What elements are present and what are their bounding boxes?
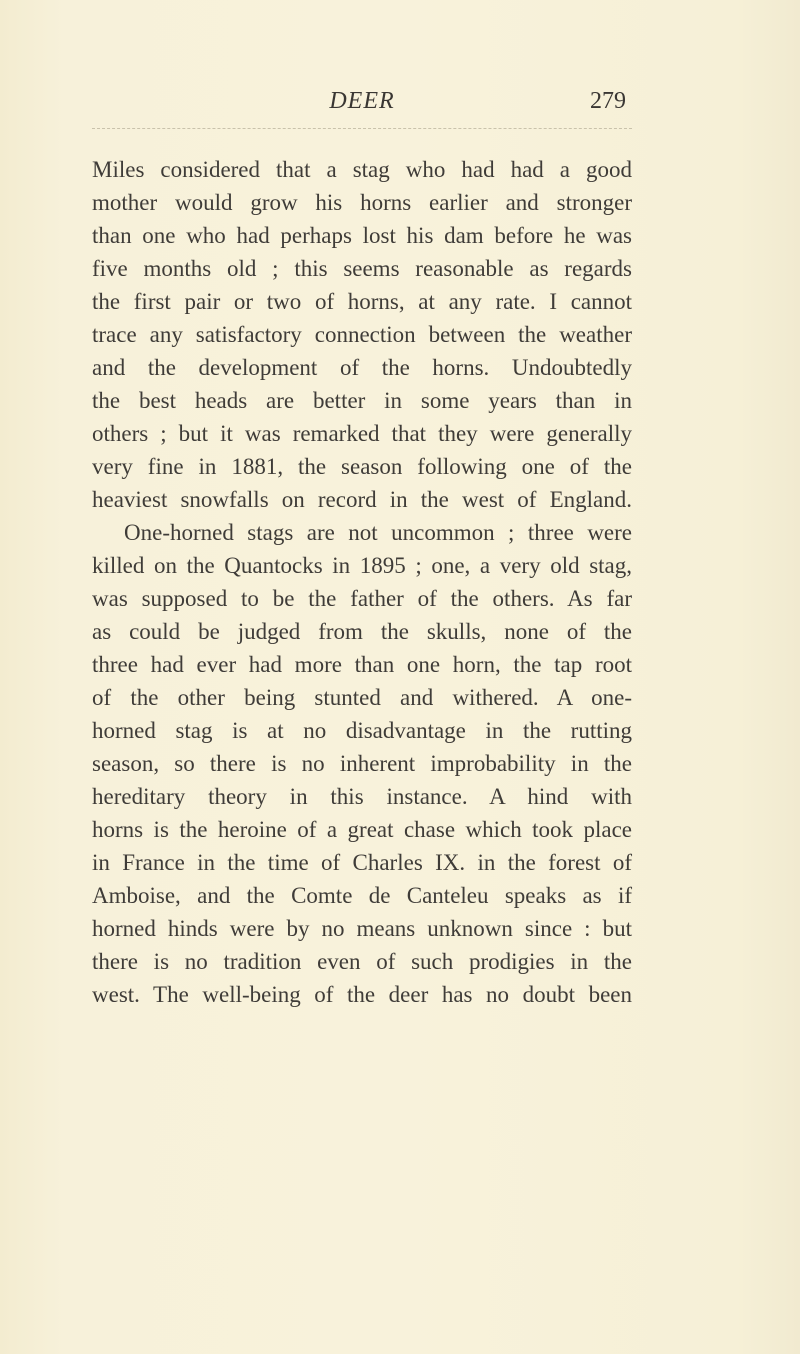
text-line: others ; but it was remarked that they were generally: [92, 421, 632, 446]
text-line: the best heads are better in some years than in: [92, 388, 632, 413]
text-line: very fine in 1881, the season following one of the: [92, 454, 632, 479]
text-line: killed on the Quantocks in 1895 ; one, a very old stag,: [92, 553, 632, 578]
body-text: [92, 153, 632, 1011]
running-head: [92, 88, 632, 126]
text-line: of the other being stunted and withered. A one-: [92, 685, 632, 710]
text-line: horns is the heroine of a great chase which took place: [92, 817, 632, 842]
text-line: five months old ; this seems reasonable as regards: [92, 256, 632, 281]
text-line: in France in the time of Charles IX. in the forest of: [92, 850, 632, 875]
text-line: there is no tradition even of such prodigies in the: [92, 949, 632, 974]
header-rule: [92, 128, 632, 129]
page-number: 279: [590, 88, 626, 114]
text-line: mother would grow his horns earlier and stronger: [92, 190, 632, 215]
text-line: west. The well-being of the deer has no doubt been: [92, 982, 632, 1007]
text-line: the first pair or two of horns, at any rate. I cannot: [92, 289, 632, 314]
text-line: Miles considered that a stag who had had a good: [92, 157, 632, 182]
text-line: season, so there is no inherent improbability in the: [92, 751, 632, 776]
text-line: heaviest snowfalls on record in the west of England.: [92, 487, 632, 512]
text-line: Amboise, and the Comte de Canteleu speaks as if: [92, 883, 632, 908]
paragraph-start-line: One-horned stags are not uncommon ; three were: [124, 520, 632, 545]
text-line: was supposed to be the father of the others. As far: [92, 586, 632, 611]
text-line: and the development of the horns. Undoubtedly: [92, 355, 632, 380]
text-line: three had ever had more than one horn, the tap root: [92, 652, 632, 677]
text-line: horned stag is at no disadvantage in the rutting: [92, 718, 632, 743]
text-line: than one who had perhaps lost his dam before he was: [92, 223, 632, 248]
text-line: as could be judged from the skulls, none of the: [92, 619, 632, 644]
text-line: trace any satisfactory connection between the weather: [92, 322, 632, 347]
text-line: hereditary theory in this instance. A hind with: [92, 784, 632, 809]
text-line: horned hinds were by no means unknown since : but: [92, 916, 632, 941]
running-title: DEER: [329, 88, 395, 114]
